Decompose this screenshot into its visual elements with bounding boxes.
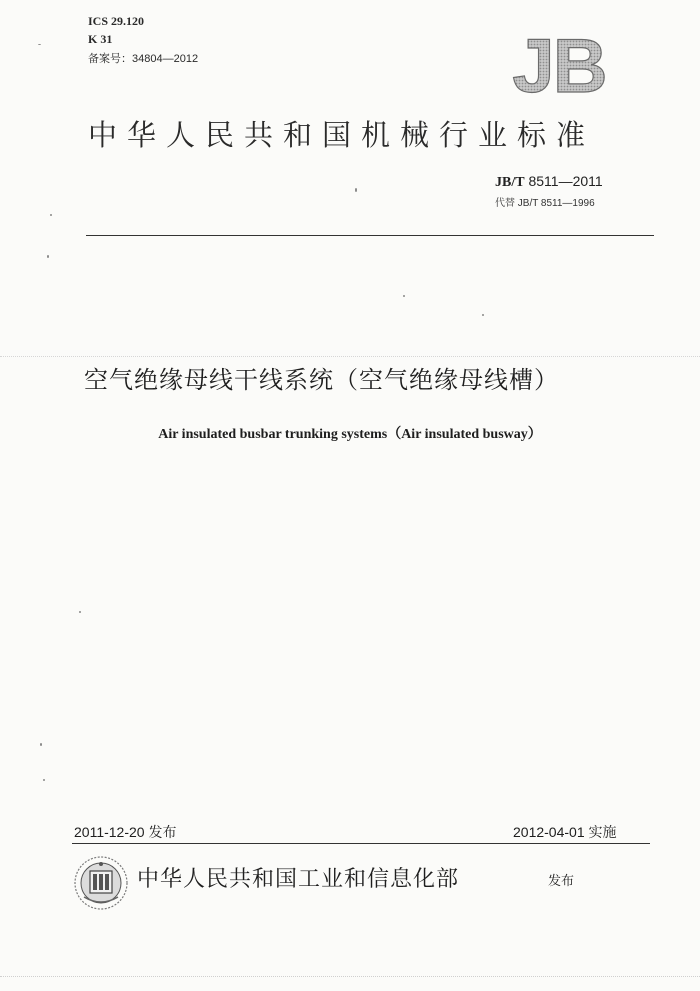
footer-divider xyxy=(72,843,650,844)
scan-speck xyxy=(43,779,45,781)
document-title-chinese: 空气绝缘母线干线系统（空气绝缘母线槽） xyxy=(84,366,559,394)
standard-code: 8511—2011 xyxy=(524,173,603,189)
issuing-authority: 中华人民共和国工业和信息化部 xyxy=(137,867,460,892)
ministry-emblem-icon xyxy=(72,855,130,911)
issue-date: 2011-12-20 发布 xyxy=(74,824,177,840)
jb-logo-text: JB xyxy=(512,28,606,98)
ics-code: ICS 29.120 xyxy=(88,14,145,28)
scan-guide-line xyxy=(0,356,700,357)
header-divider xyxy=(86,235,654,236)
page-bottom-edge xyxy=(0,976,700,977)
issue-label: 发布 xyxy=(548,874,575,889)
standard-number xyxy=(495,173,603,191)
filing-number: 备案号：34804—2012 xyxy=(88,53,199,65)
replaces-note: 代替 JB/T 8511—1996 xyxy=(495,198,595,209)
document-title-english: Air insulated busbar trunking systems（Air insulated busway） xyxy=(158,427,542,442)
standard-prefix: JB/T xyxy=(495,175,525,190)
scan-speck xyxy=(40,743,42,746)
implementation-date: 2012-04-01 实施 xyxy=(513,824,617,840)
scan-speck xyxy=(38,44,41,45)
jb-logo xyxy=(494,28,624,98)
ccs-code: K 31 xyxy=(88,32,113,46)
scan-speck xyxy=(47,255,49,258)
scan-speck xyxy=(482,314,484,316)
scan-speck xyxy=(50,214,52,216)
scan-speck xyxy=(79,611,81,613)
standard-category-header: 中华人民共和国机械行业标准 xyxy=(88,118,596,152)
scan-speck xyxy=(355,188,357,192)
scan-speck xyxy=(403,295,405,297)
